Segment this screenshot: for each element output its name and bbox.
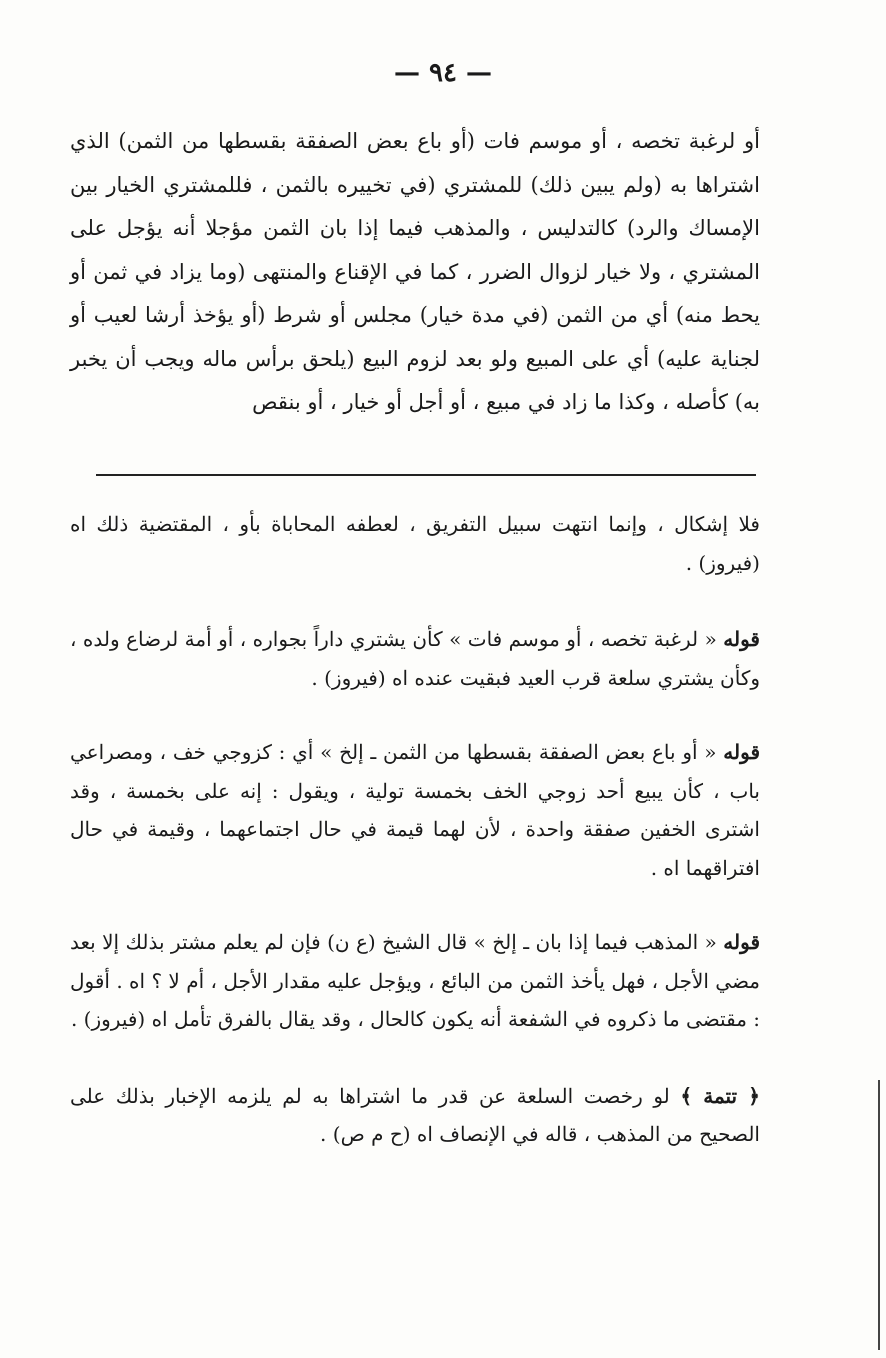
footnote-3-lead: قوله <box>723 740 761 764</box>
footnote-4-text: « المذهب فيما إذا بان ـ إلخ » قال الشيخ (ع ن) فإن لم يعلم مشتر بذلك إلا بعد مضي الأجل ، فهل يأخذ الثمن من البائع ، ويؤجل عليه مقدار الأجل ، أم لا ؟ اه . أقول : مقتضى ما ذكروه في الشفعة أنه يكون كالحال ، وقد يقال بالفرق تأمل اه (فيروز) . <box>70 930 760 1031</box>
footnote-5-lead: ﴿ تتمة ﴾ <box>680 1083 761 1108</box>
footnote-4 <box>70 923 760 1039</box>
footnote-2-lead: قوله <box>723 627 760 651</box>
footnote-2-text: « لرغبة تخصه ، أو موسم فات » كأن يشتري داراً بجواره ، أو أمة لرضاع ولده ، وكأن يشتري سلعة قرب العيد فبقيت عنده اه (فيروز) . <box>70 627 760 690</box>
page-number: — ٩٤ — <box>393 58 493 88</box>
footnote-1 <box>70 505 760 582</box>
main-paragraph: أو لرغبة تخصه ، أو موسم فات (أو باع بعض الصفقة بقسطها من الثمن) الذي اشتراها به (ولم يبين ذلك) للمشتري (في تخييره بالثمن ، فللمشتري الخيار بين الإمساك والرد) كالتدليس ، والمذهب فيما إذا بان الثمن مؤجلا أنه يؤجل على المشتري ، ولا خيار لزوال الضرر ، كما في الإقناع والمنتهى (وما يزاد في ثمن أو يحط منه) أي من الثمن (في مدة خيار) مجلس أو شرط (أو يؤخذ أرشا لعيب أو لجناية عليه) أي على المبيع ولو بعد لزوم البيع (يلحق برأس ماله ويجب أن يخبر به) كأصله ، وكذا ما زاد في مبيع ، أو أجل أو خيار ، أو بنقص <box>70 129 760 414</box>
page-edge-mark <box>878 1080 880 1350</box>
footnote-divider <box>96 474 756 476</box>
footnote-5 <box>70 1077 760 1154</box>
footnote-2 <box>70 620 760 697</box>
main-text-block <box>70 120 760 425</box>
footnote-1-text: فلا إشكال ، وإنما انتهت سبيل التفريق ، لعطفه المحاباة بأو ، المقتضية ذلك اه (فيروز) . <box>70 512 760 575</box>
footnotes-section <box>70 505 760 1190</box>
footnote-5-text: لو رخصت السلعة عن قدر ما اشتراها به لم يلزمه الإخبار بذلك على الصحيح من المذهب ، قاله في الإنصاف اه (ح م ص) . <box>70 1083 760 1146</box>
footnote-4-lead: قوله <box>723 930 761 954</box>
footnote-3-text: « أو باع بعض الصفقة بقسطها من الثمن ـ إلخ » أي : كزوجي خف ، ومصراعي باب ، كأن يبيع أحد زوجي الخف بخمسة تولية ، ويقول : إنه على بخمسة ، وقد اشترى الخفين صفقة واحدة ، لأن لهما قيمة في حال اجتماعهما ، وقيمة في حال افتراقهما اه . <box>70 740 760 880</box>
footnote-3 <box>70 733 760 887</box>
